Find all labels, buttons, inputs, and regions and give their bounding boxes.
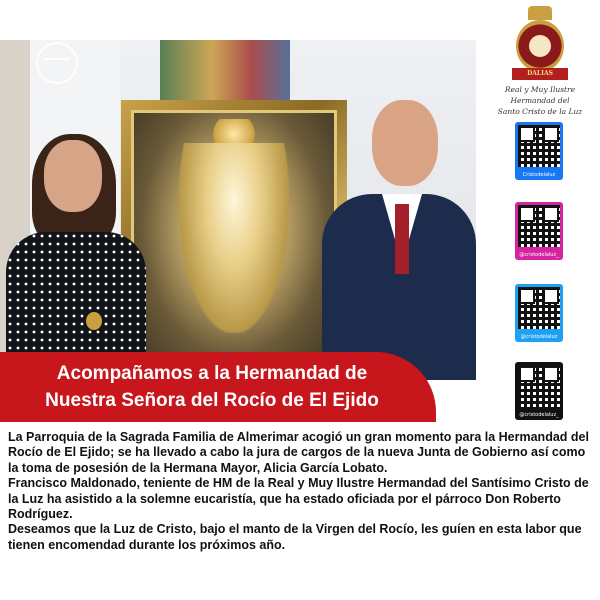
headline-line1: Acompañamos a la Hermandad de: [56, 363, 368, 384]
qr-instagram[interactable]: [515, 202, 563, 260]
qr-label: @cristodelaluz: [520, 334, 558, 340]
face: [372, 100, 438, 186]
headline-line2: Nuestra Señora del Rocío de El Ejido: [45, 390, 379, 411]
photo-logo-watermark: [36, 42, 78, 84]
virgin-figure: [179, 143, 289, 333]
virgin-rocio-frame: [121, 100, 347, 380]
qr-code-icon: [518, 205, 560, 247]
qr-code-icon: [518, 125, 560, 167]
qr-facebook[interactable]: [515, 122, 563, 180]
person-hermana-mayor: [6, 140, 146, 380]
article-body: [8, 430, 592, 553]
article-paragraph-1: La Parroquia de la Sagrada Familia de Almerimar acogió un gran momento para la Hermandad del Rocío de El Ejido; se ha llevado a cabo la jura de cargos de la nueva Junta de Gobierno así como la toma de posesión de la Hermana Mayor, Alicia García Lobato.: [8, 430, 589, 475]
headline: [12, 360, 412, 414]
crown-icon: [528, 6, 552, 20]
qr-label: Cristodelaluz: [522, 172, 556, 178]
brotherhood-crest: [512, 6, 568, 84]
title-banner: [0, 352, 436, 422]
crest-caption-line2: Santo Cristo de la Luz: [497, 107, 583, 116]
person-teniente: [322, 100, 476, 380]
event-photo: [0, 40, 476, 380]
crest-caption: [483, 84, 597, 117]
crest-ribbon: DALIAS: [512, 68, 568, 80]
qr-code-icon: [518, 287, 560, 329]
qr-label: @cristodelaluz_: [519, 412, 559, 418]
crest-caption-line1: Real y Muy Ilustre Hermandad del: [504, 85, 576, 105]
qr-label: @cristodelaluz_: [519, 252, 559, 258]
medal-icon: [86, 312, 102, 330]
background-painting: [160, 40, 290, 100]
red-tie: [395, 204, 409, 274]
qr-code-icon: [518, 365, 560, 407]
article-paragraph-2: Francisco Maldonado, teniente de HM de la Real y Muy Ilustre Hermandad del Santísimo Cristo de la Luz ha asistido a la solemne eucaristía, que ha estado oficiada por el párroco Don Roberto Rodríguez.: [8, 476, 589, 522]
qr-tiktok[interactable]: [515, 362, 563, 420]
qr-twitter[interactable]: [515, 284, 563, 342]
face: [44, 140, 102, 212]
virgin-rocio-image: [131, 110, 337, 370]
article-paragraph-3: Deseamos que la Luz de Cristo, bajo el manto de la Virgen del Rocío, les guíen en esta labor que tienen encomendad durante los próximos año.: [8, 522, 582, 552]
crest-shield: [516, 20, 564, 72]
